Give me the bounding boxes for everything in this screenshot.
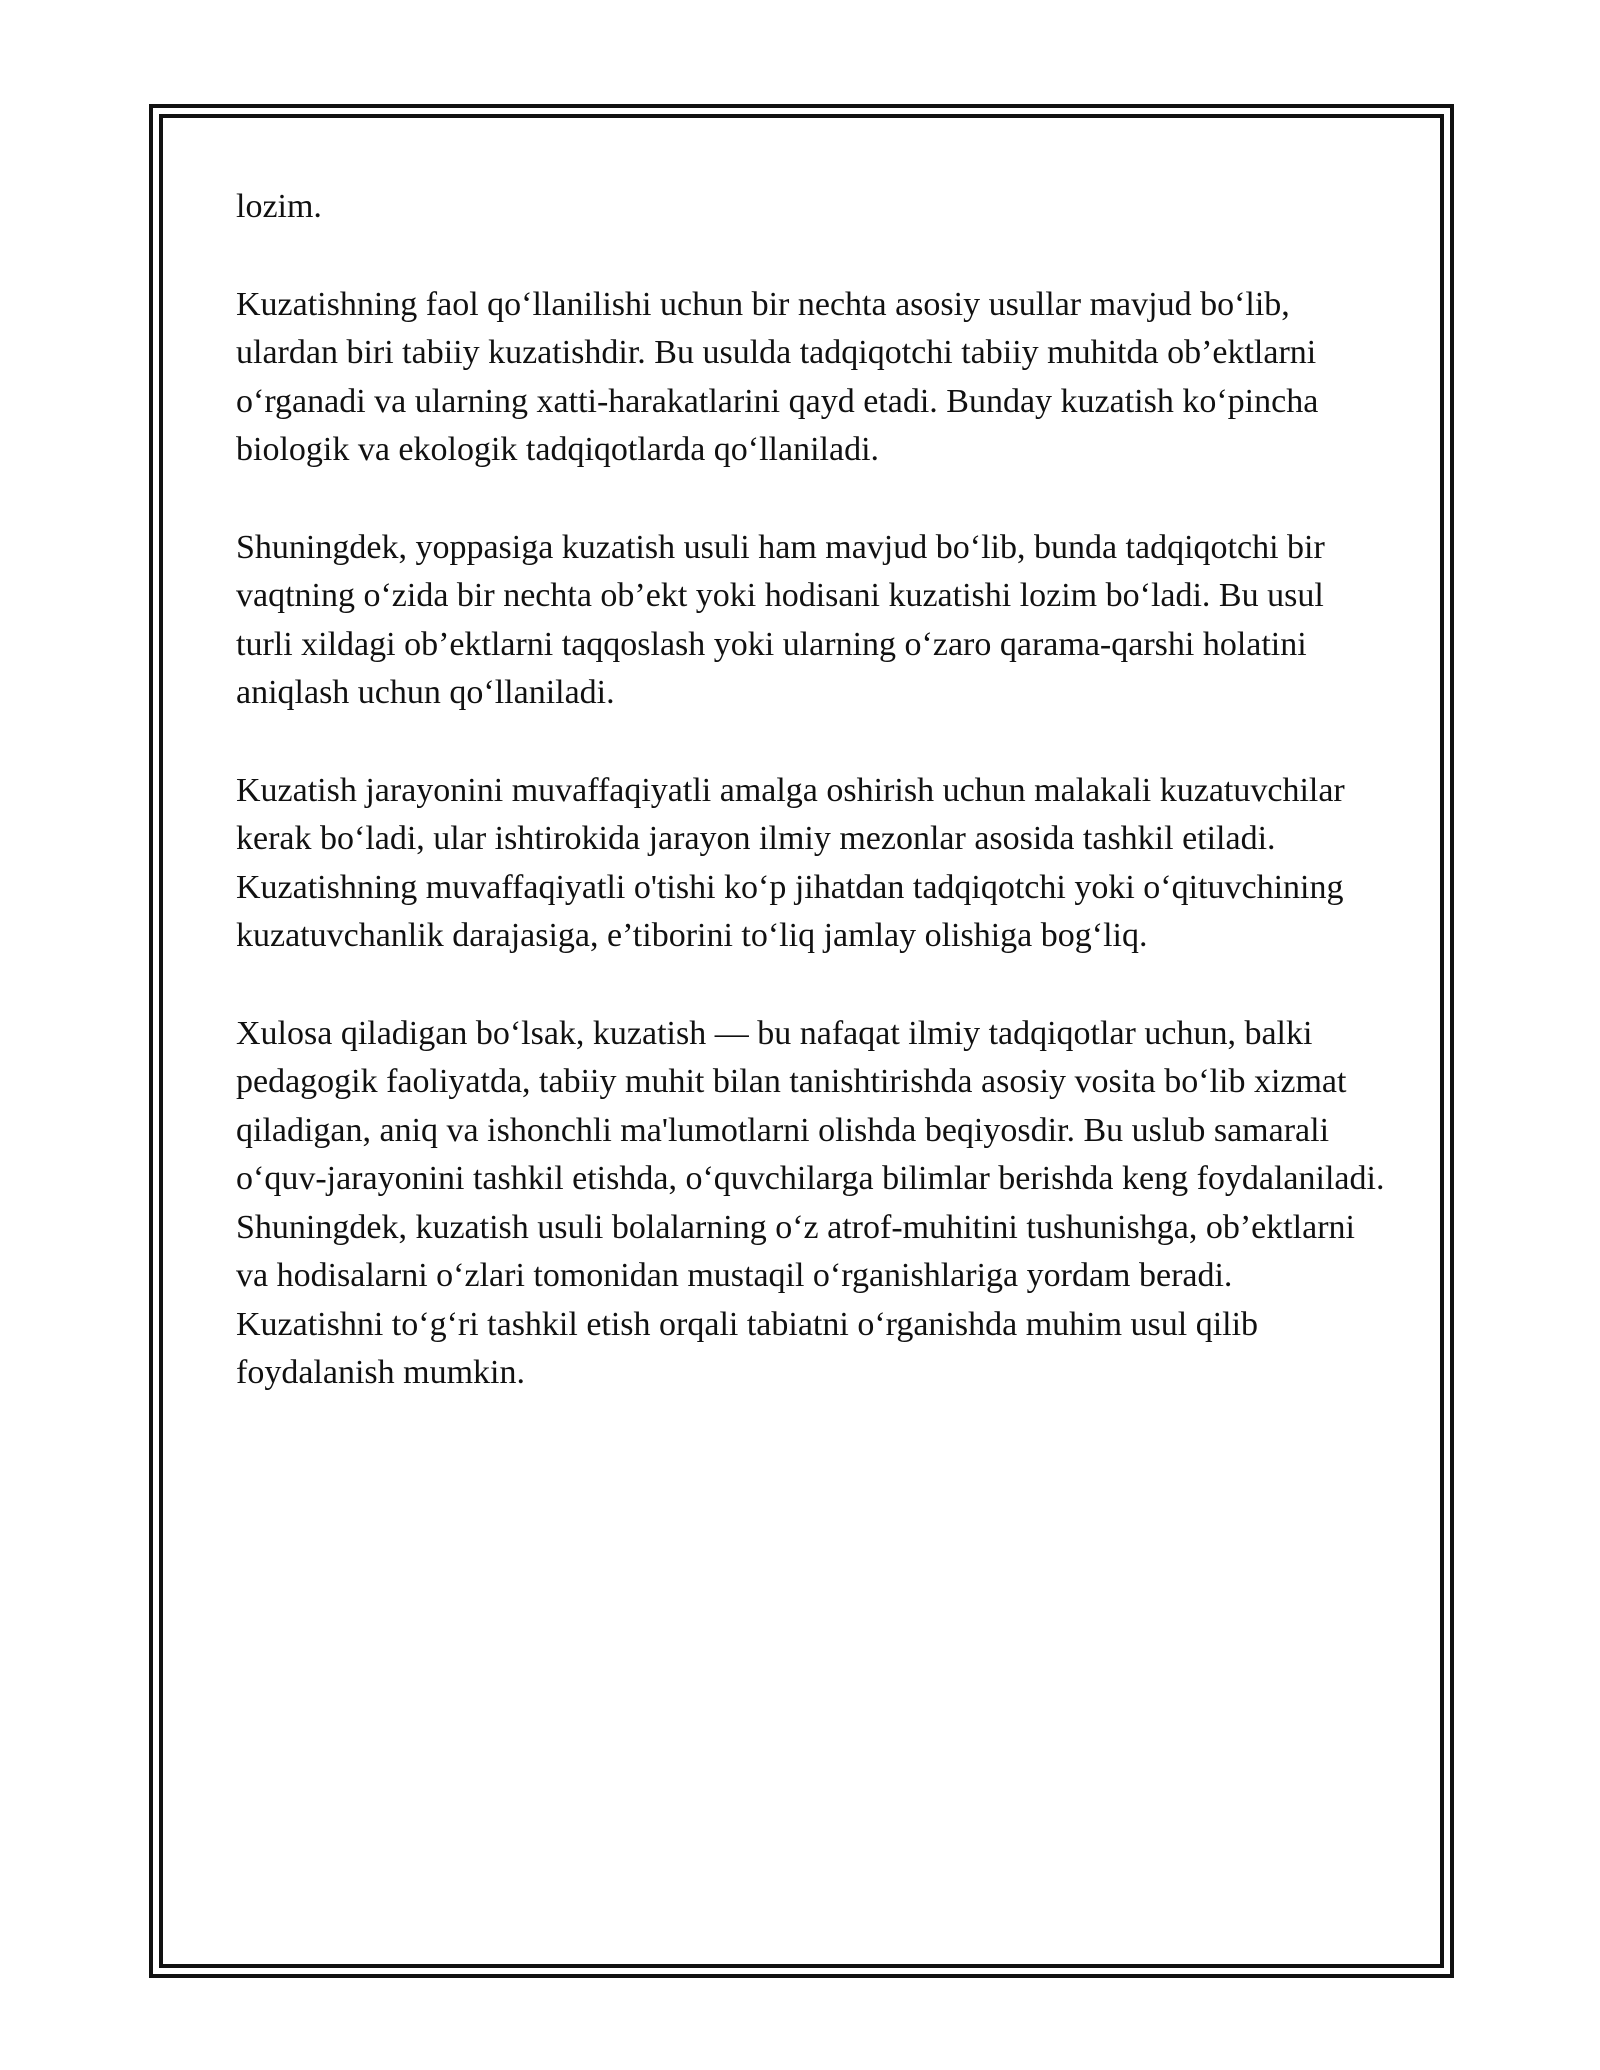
paragraph-mass-observation: Shuningdek, yoppasiga kuzatish usuli ham mavjud bo‘lib, bunda tadqiqotchi bir vaqtning o‘zida bir nechta ob’ekt yoki hodisani kuzatishi lozim bo‘ladi. Bu usul turli xildagi ob’ektlarni taqqoslash yoki ularning o‘zaro qarama-qarshi holatini aniqlash uchun qo‘llaniladi. [236, 528, 1325, 711]
paragraph-continuation: lozim. [236, 188, 322, 225]
paragraph-observation-process: Kuzatish jarayonini muvaffaqiyatli amalga oshirish uchun malakali kuzatuvchilar kerak bo‘ladi, ular ishtirokida jarayon ilmiy mezonlar asosida tashkil etiladi. Kuzatishning muvaffaqiyatli o'tishi ko‘p jihatdan tadqiqotchi yoki o‘qituvchining kuzatuvchanlik darajasiga, e’tiborini to‘liq jamlay olishiga bog‘liq. [236, 771, 1345, 954]
document-body [236, 183, 1386, 1447]
paragraph-natural-observation: Kuzatishning faol qo‘llanilishi uchun bir nechta asosiy usullar mavjud bo‘lib, ulardan biri tabiiy kuzatishdir. Bu usulda tadqiqotchi tabiiy muhitda ob’ektlarni o‘rganadi va ularning xatti-harakatlarini qayd etadi. Bunday kuzatish ko‘pincha biologik va ekologik tadqiqotlarda qo‘llaniladi. [236, 285, 1319, 468]
paragraph-conclusion: Xulosa qiladigan bo‘lsak, kuzatish — bu nafaqat ilmiy tadqiqotlar uchun, balki pedagogik faoliyatda, tabiiy muhit bilan tanishtirishda asosiy vosita bo‘lib xizmat qiladigan, aniq va ishonchli ma'lumotlarni olishda beqiyosdir. Bu uslub samarali o‘quv-jarayonini tashkil etishda, o‘quvchilarga bilimlar berishda keng foydalaniladi. Shuningdek, kuzatish usuli bolalarning o‘z atrof-muhitini tushunishga, ob’ektlarni va hodisalarni o‘zlari tomonidan mustaqil o‘rganishlariga yordam beradi. Kuzatishni to‘g‘ri tashkil etish orqali tabiatni o‘rganishda muhim usul qilib foydalanish mumkin. [236, 1014, 1385, 1391]
